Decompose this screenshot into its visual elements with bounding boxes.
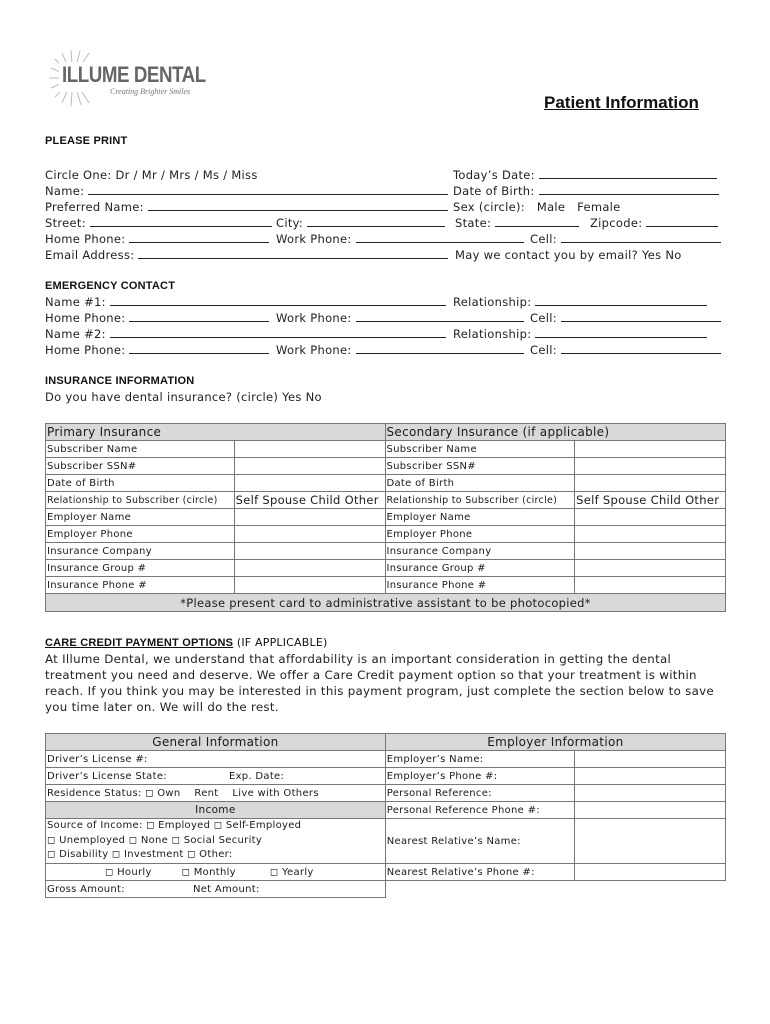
insurance-table xyxy=(45,423,726,612)
logo-name: ILLUME DENTAL xyxy=(62,62,206,87)
table-row xyxy=(46,543,726,560)
ec-name1-field[interactable] xyxy=(45,295,446,309)
email-contact-question[interactable]: May we contact you by email? Yes No xyxy=(455,248,682,262)
primary-ssn-input[interactable] xyxy=(234,458,385,475)
secondary-insurance-header: Secondary Insurance (if applicable) xyxy=(385,424,726,441)
secondary-group-input[interactable] xyxy=(575,560,726,577)
table-row xyxy=(46,881,726,898)
table-row xyxy=(46,526,726,543)
primary-row-label: Subscriber Name xyxy=(46,441,235,458)
pay-frequency-cell[interactable] xyxy=(46,864,386,881)
street-label: Street: xyxy=(45,216,86,230)
primary-relationship-options[interactable]: Self Spouse Child Other xyxy=(234,492,385,509)
personal-ref-label: Personal Reference: xyxy=(385,785,574,802)
city-label: City: xyxy=(276,216,304,230)
secondary-employer-phone-input[interactable] xyxy=(575,526,726,543)
dl-state-cell[interactable] xyxy=(46,768,386,785)
income-source-line2: ◻ Unemployed ◻ None ◻ Social Security xyxy=(47,834,263,846)
ec-name2-label: Name #2: xyxy=(45,327,106,341)
insurance-question[interactable]: Do you have dental insurance? (circle) Yes No xyxy=(45,390,322,404)
primary-employer-name-input[interactable] xyxy=(234,509,385,526)
care-credit-heading-suffix: (IF APPLICABLE) xyxy=(233,636,328,649)
secondary-employer-name-input[interactable] xyxy=(575,509,726,526)
table-row xyxy=(46,560,726,577)
primary-row-label: Employer Name xyxy=(46,509,235,526)
income-source-line1: Source of Income: ◻ Employed ◻ Self-Employed xyxy=(47,820,302,832)
todays-date-label: Today’s Date: xyxy=(453,168,535,182)
income-source-cell[interactable] xyxy=(46,819,386,864)
residence-status-field[interactable]: Residence Status: ◻ Own Rent Live with Others xyxy=(46,785,386,802)
secondary-row-label: Insurance Company xyxy=(385,543,575,560)
primary-group-input[interactable] xyxy=(234,560,385,577)
circle-one-label: Circle One: Dr / Mr / Mrs / Ms / Miss xyxy=(45,168,258,182)
amount-cell[interactable] xyxy=(46,881,386,898)
page-title: Patient Information xyxy=(544,93,699,112)
table-row xyxy=(46,458,726,475)
ec-work-phone2-label: Work Phone: xyxy=(276,343,352,357)
cell-field[interactable] xyxy=(530,232,721,246)
employer-name-label: Employer’s Name: xyxy=(385,751,574,768)
table-row xyxy=(46,819,726,864)
nearest-relative-input[interactable] xyxy=(574,819,725,864)
sex-female-option[interactable]: Female xyxy=(577,200,621,214)
primary-row-label: Date of Birth xyxy=(46,475,235,492)
ec-cell2-field[interactable] xyxy=(530,343,721,357)
table-row xyxy=(46,785,726,802)
income-header: Income xyxy=(46,802,386,819)
secondary-row-label: Employer Phone xyxy=(385,526,575,543)
preferred-name-field[interactable] xyxy=(45,200,448,214)
zip-field[interactable] xyxy=(590,216,718,230)
city-field[interactable] xyxy=(276,216,445,230)
name-field[interactable] xyxy=(45,184,448,198)
nearest-relative-phone-input[interactable] xyxy=(574,864,725,881)
email-label: Email Address: xyxy=(45,248,135,262)
ec-relationship2-label: Relationship: xyxy=(453,327,532,341)
care-credit-heading-wrap xyxy=(45,636,328,649)
secondary-row-label: Employer Name xyxy=(385,509,575,526)
emergency-heading: EMERGENCY CONTACT xyxy=(45,280,176,292)
ec-name1-label: Name #1: xyxy=(45,295,106,309)
primary-insurance-company-input[interactable] xyxy=(234,543,385,560)
table-row xyxy=(46,577,726,594)
ec-relationship2-field[interactable] xyxy=(453,327,707,341)
employer-phone-input[interactable] xyxy=(574,768,725,785)
cell-label: Cell: xyxy=(530,232,557,246)
ec-work-phone1-label: Work Phone: xyxy=(276,311,352,325)
insurance-heading: INSURANCE INFORMATION xyxy=(45,375,195,387)
ec-home-phone1-label: Home Phone: xyxy=(45,311,126,325)
ec-cell1-label: Cell: xyxy=(530,311,557,325)
primary-row-label: Employer Phone xyxy=(46,526,235,543)
sex-field[interactable] xyxy=(453,200,621,214)
exp-date-label: Exp. Date: xyxy=(228,770,285,782)
secondary-row-label: Subscriber SSN# xyxy=(385,458,575,475)
ec-cell2-label: Cell: xyxy=(530,343,557,357)
logo-tagline: Creating Brighter Smiles xyxy=(110,87,191,96)
care-credit-paragraph: At Illume Dental, we understand that affordability is an important consideration in getting the dental treatment you need and deserve. We offer a Care Credit payment option so that your treatment is within reach. If you think you may be interested in this payment program, just complete the section below to save you time later on. We will do the rest. xyxy=(45,652,714,714)
primary-row-label: Insurance Phone # xyxy=(46,577,235,594)
home-phone-field[interactable] xyxy=(45,232,269,246)
secondary-subscriber-name-input[interactable] xyxy=(575,441,726,458)
photocopy-note: *Please present card to administrative assistant to be photocopied* xyxy=(46,594,726,612)
table-row xyxy=(46,802,726,819)
employer-phone-label: Employer’s Phone #: xyxy=(385,768,574,785)
secondary-insurance-company-input[interactable] xyxy=(575,543,726,560)
secondary-row-label: Insurance Phone # xyxy=(385,577,575,594)
net-amount-label: Net Amount: xyxy=(192,883,260,895)
primary-row-label: Insurance Company xyxy=(46,543,235,560)
secondary-dob-input[interactable] xyxy=(575,475,726,492)
table-row xyxy=(46,509,726,526)
zip-label: Zipcode: xyxy=(590,216,643,230)
primary-insurance-header: Primary Insurance xyxy=(46,424,386,441)
secondary-relationship-options[interactable]: Self Spouse Child Other xyxy=(575,492,726,509)
dob-label: Date of Birth: xyxy=(453,184,535,198)
state-label: State: xyxy=(455,216,492,230)
secondary-row-label: Subscriber Name xyxy=(385,441,575,458)
ec-work-phone2-field[interactable] xyxy=(276,343,524,357)
work-phone-field[interactable] xyxy=(276,232,524,246)
nearest-relative-phone-label: Nearest Relative’s Phone #: xyxy=(385,864,574,881)
secondary-row-label: Insurance Group # xyxy=(385,560,575,577)
secondary-row-label: Date of Birth xyxy=(385,475,575,492)
general-info-header: General Information xyxy=(46,734,386,751)
employer-info-header: Employer Information xyxy=(385,734,725,751)
table-row xyxy=(46,441,726,458)
secondary-insurance-phone-input[interactable] xyxy=(575,577,726,594)
ec-name2-field[interactable] xyxy=(45,327,446,341)
primary-dob-input[interactable] xyxy=(234,475,385,492)
personal-ref-input[interactable] xyxy=(574,785,725,802)
street-field[interactable] xyxy=(45,216,272,230)
employer-name-input[interactable] xyxy=(574,751,725,768)
ec-relationship1-label: Relationship: xyxy=(453,295,532,309)
todays-date-field[interactable] xyxy=(453,168,717,182)
hourly-option[interactable]: ◻ Hourly xyxy=(105,866,152,878)
ec-cell1-field[interactable] xyxy=(530,311,721,325)
table-row xyxy=(46,751,726,768)
personal-ref-phone-label: Personal Reference Phone #: xyxy=(385,802,574,819)
ec-home-phone1-field[interactable] xyxy=(45,311,269,325)
primary-subscriber-name-input[interactable] xyxy=(234,441,385,458)
personal-ref-phone-input[interactable] xyxy=(574,802,725,819)
nearest-relative-label: Nearest Relative’s Name: xyxy=(385,819,574,864)
yearly-option[interactable]: ◻ Yearly xyxy=(269,866,314,878)
monthly-option[interactable]: ◻ Monthly xyxy=(181,866,236,878)
drivers-license-field[interactable]: Driver’s License #: xyxy=(46,751,386,768)
ec-work-phone1-field[interactable] xyxy=(276,311,524,325)
care-credit-table xyxy=(45,733,726,898)
work-phone-label: Work Phone: xyxy=(276,232,352,246)
income-source-line3: ◻ Disability ◻ Investment ◻ Other: xyxy=(47,849,233,861)
ec-home-phone2-field[interactable] xyxy=(45,343,269,357)
care-credit-heading: CARE CREDIT PAYMENT OPTIONS xyxy=(45,637,234,649)
primary-row-label: Subscriber SSN# xyxy=(46,458,235,475)
please-print-label: PLEASE PRINT xyxy=(45,135,128,147)
primary-employer-phone-input[interactable] xyxy=(234,526,385,543)
secondary-ssn-input[interactable] xyxy=(575,458,726,475)
sex-male-option[interactable]: Male xyxy=(536,200,566,214)
gross-amount-label: Gross Amount: xyxy=(47,883,125,895)
primary-row-label: Insurance Group # xyxy=(46,560,235,577)
dob-field[interactable] xyxy=(453,184,719,198)
primary-row-label: Relationship to Subscriber (circle) xyxy=(46,492,235,509)
table-row xyxy=(46,768,726,785)
state-field[interactable] xyxy=(455,216,579,230)
dl-state-label: Driver’s License State: xyxy=(47,770,167,782)
secondary-row-label: Relationship to Subscriber (circle) xyxy=(385,492,575,509)
name-label: Name: xyxy=(45,184,85,198)
home-phone-label: Home Phone: xyxy=(45,232,126,246)
preferred-name-label: Preferred Name: xyxy=(45,200,144,214)
ec-home-phone2-label: Home Phone: xyxy=(45,343,126,357)
table-row xyxy=(46,475,726,492)
ec-relationship1-field[interactable] xyxy=(453,295,707,309)
sex-label: Sex (circle): xyxy=(453,200,525,214)
table-row xyxy=(46,864,726,881)
primary-insurance-phone-input[interactable] xyxy=(234,577,385,594)
table-row xyxy=(46,492,726,509)
email-field[interactable] xyxy=(45,248,448,262)
